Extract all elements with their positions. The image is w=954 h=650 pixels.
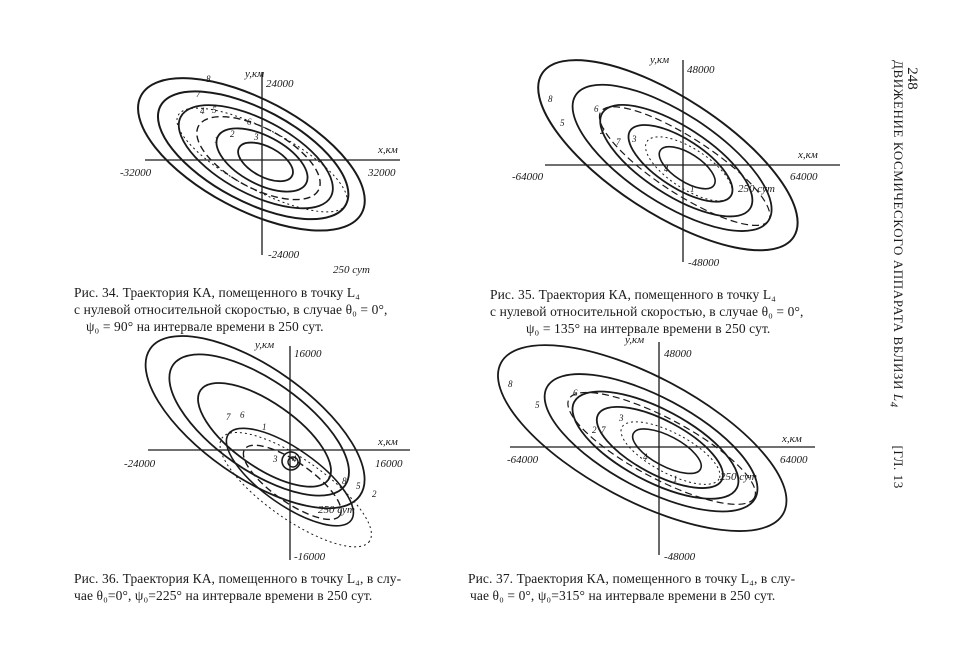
point-label: 1 (262, 422, 267, 432)
x-label: x,км (782, 433, 802, 445)
point-label: 8 (206, 74, 211, 84)
y-min-label: -48000 (688, 257, 720, 269)
point-label: 2 (372, 489, 377, 499)
point-label: 1 (673, 474, 678, 484)
point-label: 3 (254, 132, 259, 142)
y-min-label: -48000 (664, 551, 696, 563)
y-max-label: 48000 (664, 348, 692, 360)
x-label: x,км (378, 436, 398, 448)
page-number: 248 (903, 67, 920, 90)
y-min-label: -24000 (268, 249, 300, 261)
point-label: 3 (632, 134, 637, 144)
y-max-label: 48000 (687, 64, 715, 76)
x-max-label: 16000 (375, 458, 403, 470)
annotation: 250 сут (720, 471, 757, 483)
point-label: 2 (592, 425, 597, 435)
point-label: 8 (342, 476, 347, 486)
y-label: y,км (625, 334, 645, 346)
point-label: 8 (548, 94, 553, 104)
point-label: 7 (616, 137, 621, 147)
x-min-label: -32000 (120, 167, 152, 179)
point-label: 5 (535, 400, 540, 410)
x-label: x,км (378, 144, 398, 156)
annotation: 250 сут (333, 264, 370, 276)
orbit (472, 308, 813, 568)
x-max-label: 32000 (368, 167, 396, 179)
annotation: 250 сут (738, 183, 775, 195)
point-label: 4 (292, 454, 297, 464)
y-min-label: -16000 (294, 551, 326, 563)
x-max-label: 64000 (780, 454, 808, 466)
point-label: 3 (273, 454, 278, 464)
caption: Рис. 35. Траектория КА, помещенного в точку L₄ с нулевой относительной скоростью, в случае θ₀ = 0°, ψ₀ = 135° на интервале времени в 250 сут. (490, 287, 804, 336)
point-label: 1 (214, 135, 219, 145)
y-label: y,км (255, 339, 275, 351)
annotation: 250 сут (318, 504, 355, 516)
point-label: 5 (356, 481, 361, 491)
point-label: 7 (196, 89, 201, 99)
y-label: y,км (245, 68, 265, 80)
point-label: 5 (212, 105, 217, 115)
running-head-title: ДВИЖЕНИЕ КОСМИЧЕСКОГО АППАРАТА ВБЛИЗИ (891, 60, 906, 391)
running-head-point: L (891, 393, 906, 402)
point-label: 6 (573, 388, 578, 398)
point-label: 2 (600, 126, 605, 136)
x-min-label: -24000 (124, 458, 156, 470)
point-label: 6 (247, 117, 252, 127)
x-label: x,км (798, 149, 818, 161)
point-label: 1 (690, 184, 695, 194)
running-head-chapter: [ГЛ. 13 (891, 445, 906, 489)
point-label: 7 (601, 425, 606, 435)
point-label: 6 (594, 104, 599, 114)
point-label: 6 (240, 410, 245, 420)
caption: Рис. 36. Траектория КА, помещенного в точку L₄, в слу- чае θ₀=0°, ψ₀=225° на интервале времени в 250 сут. (74, 571, 402, 603)
point-label: 5 (560, 118, 565, 128)
y-label: y,км (650, 54, 670, 66)
point-label: 7 (226, 412, 231, 422)
point-label: 4 (643, 452, 648, 462)
y-max-label: 16000 (294, 348, 322, 360)
point-label: 4 (200, 106, 205, 116)
x-min-label: -64000 (507, 454, 539, 466)
y-max-label: 24000 (266, 78, 294, 90)
x-max-label: 64000 (790, 171, 818, 183)
running-head-point-sub: 4 (887, 401, 900, 408)
point-label: 3 (619, 413, 624, 423)
point-label: 2 (230, 129, 235, 139)
point-label: 4 (664, 164, 669, 174)
x-min-label: -64000 (512, 171, 544, 183)
caption: Рис. 37. Траектория КА, помещенного в точку L₄, в слу- чае θ₀ = 0°, ψ₀=315° на интервале времени в 250 сут. (468, 571, 796, 603)
point-label: 8 (508, 379, 513, 389)
running-head (884, 60, 924, 620)
caption: Рис. 34. Траектория КА, помещенного в точку L₄ с нулевой относительной скоростью, в случае θ₀ = 0°, ψ₀ = 90° на интервале времени в 250 сут. (74, 285, 388, 334)
